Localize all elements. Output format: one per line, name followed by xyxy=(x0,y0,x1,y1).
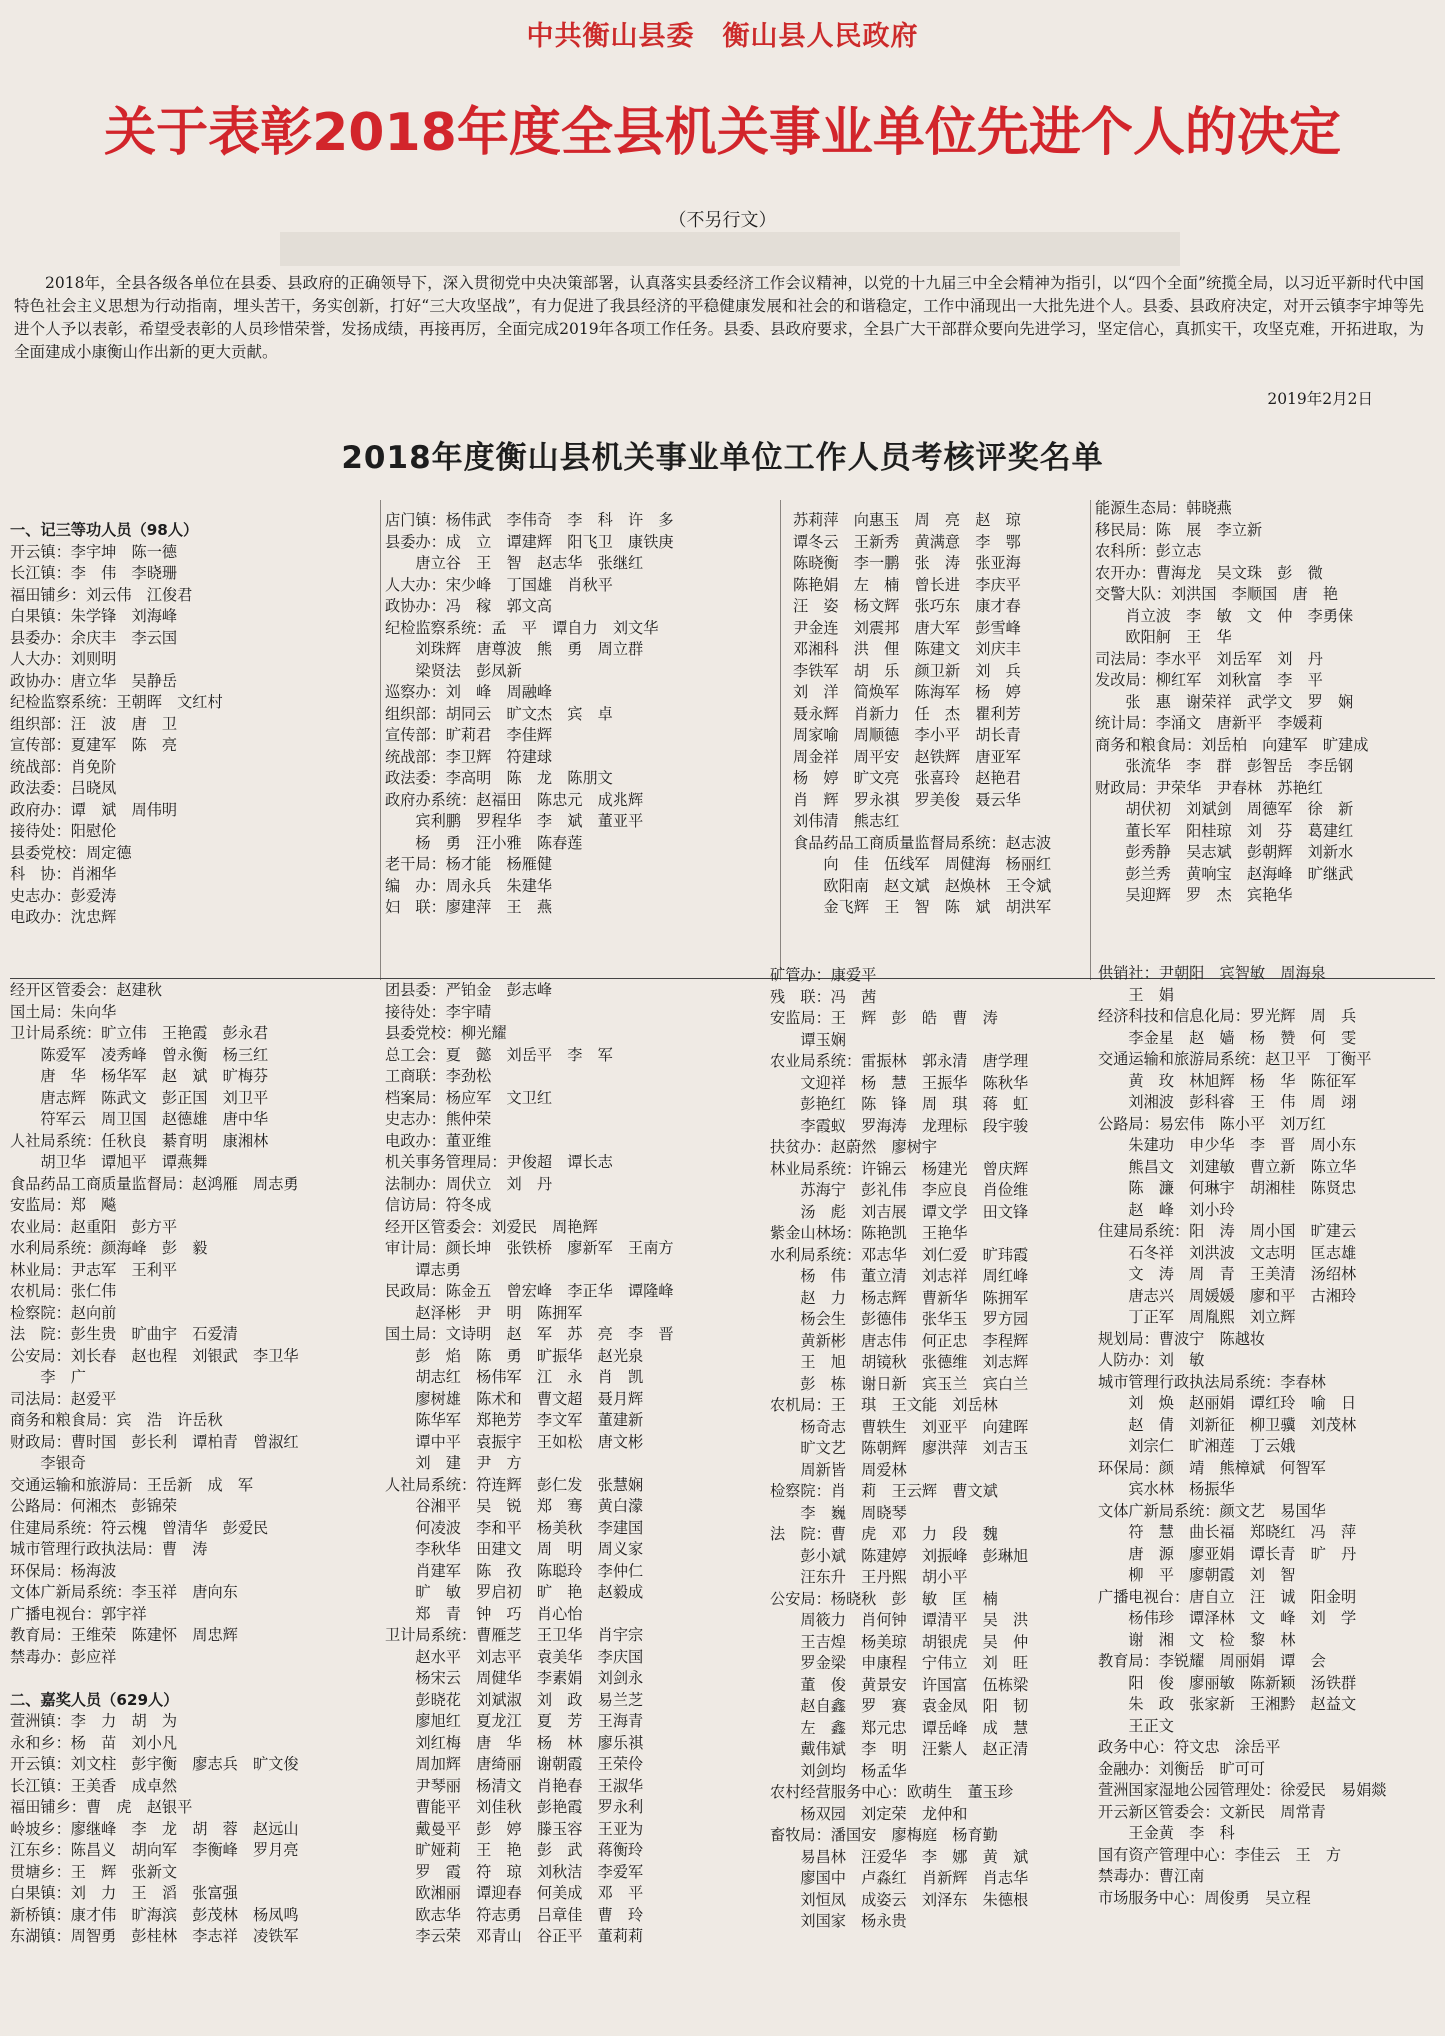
name-list-line: 廖旭红 夏龙江 夏 芳 王海青 xyxy=(385,1712,644,1730)
name-list-line: 欧志华 符志勇 吕章佳 曹 玲 xyxy=(385,1905,644,1924)
issuer-line: 中共衡山县委 衡山县人民政府 xyxy=(526,21,919,52)
name-list-line: 杨奇志 曹轶生 刘亚平 向建晖 xyxy=(770,1417,1029,1436)
name-list-line: 刘国家 杨永贵 xyxy=(770,1912,907,1930)
name-list-line: 张流华 李 群 彭智岳 李岳钢 xyxy=(1095,757,1354,775)
name-list-line: 王 娟 xyxy=(1098,985,1174,1004)
name-list-line: 唐 华 杨华军 赵 斌 旷梅芬 xyxy=(10,1067,269,1085)
name-list-line: 李银奇 xyxy=(10,1454,86,1472)
name-list-line: 黄 玫 林旭辉 杨 华 陈征军 xyxy=(1098,1071,1357,1090)
name-list-line: 组织部：汪 波 唐 卫 xyxy=(10,714,178,733)
name-list-line: 赵泽彬 尹 明 陈拥军 xyxy=(385,1303,583,1322)
name-list-line: 永和乡：杨 苗 刘小凡 xyxy=(10,1733,178,1752)
name-list-line: 朱建功 申少华 李 晋 周小东 xyxy=(1098,1136,1357,1154)
name-list-line: 石冬祥 刘洪波 文志明 匡志雄 xyxy=(1098,1243,1357,1262)
name-list-line: 董长军 阳桂琼 刘 芬 葛建红 xyxy=(1095,821,1354,840)
name-list-line: 政协办：唐立华 吴静岳 xyxy=(10,671,178,690)
name-list-line: 团县委：严铂金 彭志峰 xyxy=(385,981,553,999)
name-list-line: 欧阳舸 王 华 xyxy=(1095,628,1232,646)
name-list-line: 纪检监察系统：王朝晖 文红村 xyxy=(10,693,223,711)
name-list-line: 熊昌文 刘建敏 曹立新 陈立华 xyxy=(1098,1157,1357,1176)
name-list-line: 人社局系统：符连辉 彭仁发 张慧娴 xyxy=(385,1475,644,1494)
name-list-line: 广播电视台：唐自立 汪 诚 阳金明 xyxy=(1098,1587,1357,1606)
name-list-line: 史志办：彭爱涛 xyxy=(10,886,117,905)
name-list-line: 史志办：熊仲荣 xyxy=(385,1110,492,1128)
name-list-line: 环保局：杨海波 xyxy=(10,1561,117,1580)
name-list-line: 旷娅莉 王 艳 彭 武 蒋衡玲 xyxy=(385,1841,644,1859)
name-list-line: 周家喻 周顺德 李小平 胡长青 xyxy=(793,726,1021,744)
name-list-line: 肖立波 李 敏 文 仲 李勇俫 xyxy=(1095,606,1354,625)
name-list-line: 彭小斌 陈建婷 刘振峰 彭琳旭 xyxy=(770,1546,1029,1565)
name-list-line: 周筱力 肖何钟 谭清平 吴 洪 xyxy=(770,1611,1029,1629)
name-list-line: 萱洲镇：李 力 胡 为 xyxy=(10,1712,178,1730)
name-list-line: 汪东升 王丹熙 胡小平 xyxy=(770,1568,968,1586)
name-list-line: 文体广新局系统：颜文艺 易国华 xyxy=(1098,1501,1326,1520)
name-list-line: 柳 平 廖朝霞 刘 智 xyxy=(1098,1566,1296,1584)
name-list-line: 朱 政 张家新 王湘黔 赵益文 xyxy=(1098,1695,1357,1713)
name-list-line: 食品药品工商质量监督局系统：赵志波 xyxy=(793,833,1052,852)
name-list-line: 谷湘平 吴 锐 郑 骞 黄白濛 xyxy=(385,1497,644,1515)
name-list-line: 欧阳南 赵文斌 赵焕林 王令斌 xyxy=(793,876,1052,895)
name-list-line: 彭晓花 刘斌淑 刘 政 易兰芝 xyxy=(385,1690,644,1709)
name-list-line: 杨会生 彭德伟 张华玉 罗方园 xyxy=(770,1310,1029,1328)
name-list-line: 接待处：阳慰伦 xyxy=(10,822,117,840)
name-list-line: 安监局：郑 飚 xyxy=(10,1196,117,1214)
name-list-line: 李霞蚁 罗海涛 龙理标 段宇骏 xyxy=(770,1116,1029,1135)
name-list-line: 政府办：谭 斌 周伟明 xyxy=(10,800,178,819)
name-list-line: 林业局系统：许锦云 杨建光 曾庆辉 xyxy=(770,1159,1029,1178)
section-heading: 一、记三等功人员（98人） xyxy=(10,521,199,539)
name-list-line: 经开区管委会：赵建秋 xyxy=(10,981,162,999)
name-list-line: 市场服务中心：周俊勇 吴立程 xyxy=(1098,1888,1311,1907)
name-list-line: 胡志红 杨伟军 江 永 肖 凯 xyxy=(385,1368,644,1386)
name-list-line: 县委办：成 立 谭建辉 阳飞卫 康铁庚 xyxy=(385,532,674,551)
name-list-line: 戴曼平 彭 婷 滕玉容 王亚为 xyxy=(385,1819,644,1838)
name-list-line: 农机局：王 琪 王文能 刘岳林 xyxy=(770,1396,998,1414)
name-list-line: 统战部：肖免阶 xyxy=(10,757,117,776)
name-list-line: 董 俊 黄景安 许国富 伍栋梁 xyxy=(770,1675,1029,1694)
name-list-line: 符 慧 曲长福 郑晓红 冯 萍 xyxy=(1098,1523,1357,1541)
name-list-line: 政务中心：符文忠 涂岳平 xyxy=(1098,1738,1281,1756)
preamble-paragraph: 2018年，全县各级各单位在县委、县政府的正确领导下，深入贯彻党中央决策部署，认真落实县委经济工作会议精神，以党的十九届三中全会精神为指引，以“四个全面”统揽全局，以习近平新时代中国特色社会主义思想为行动指南，埋头苦干，务实创新，打好“三大攻坚战”，有力促进了我县经济的平稳健康发展和社会的和谐稳定，工作中涌现出一大批先进个人。县委、县政府决定，对开云镇李宇坤等先进个人予以表彰，希望受表彰的人员珍惜荣誉，发扬成绩，再接再厉，全面完成2019年各项工作任务。县委、县政府要求，全县广大干部群众要向先进学习，坚定信心，真抓实干，攻坚克难，开拓进取，为全面建成小康衡山作出新的更大贡献。 xyxy=(14,274,1424,361)
name-list-line: 周加辉 唐绮丽 谢朝霞 王荣伶 xyxy=(385,1755,644,1773)
name-list-line: 政府办系统：赵福田 陈忠元 成兆辉 xyxy=(385,790,644,809)
name-list-line: 苏海宁 彭礼伟 李应良 肖俭维 xyxy=(770,1181,1029,1199)
name-list-line: 教育局：王维荣 陈建怀 周忠辉 xyxy=(10,1626,238,1644)
name-list-line: 曹能平 刘佳秋 彭艳霞 罗永利 xyxy=(385,1798,644,1816)
name-list-line: 谢 湘 文 检 黎 林 xyxy=(1098,1630,1296,1649)
name-list-line: 电政办：董亚维 xyxy=(385,1131,492,1150)
name-list-line: 开云镇：刘文柱 彭宇衡 廖志兵 旷文俊 xyxy=(10,1755,299,1773)
name-list-line: 谭志勇 xyxy=(385,1260,461,1279)
name-list-line: 赵水平 刘志平 袁美华 李庆国 xyxy=(385,1647,644,1666)
name-list-line: 档案局：杨应军 文卫红 xyxy=(385,1088,553,1107)
name-list-line: 唐 源 廖亚娟 谭长青 旷 丹 xyxy=(1098,1544,1357,1563)
name-column xyxy=(770,965,1105,1933)
name-list-line: 尹金连 刘震邦 唐大军 彭雪峰 xyxy=(793,618,1021,637)
name-list-line: 人防办：刘 敏 xyxy=(1098,1351,1205,1369)
name-list-line: 宣传部：夏建军 陈 亮 xyxy=(10,736,178,754)
name-list-line: 统战部：李卫辉 符建球 xyxy=(385,747,553,766)
name-list-line: 旷 敏 罗启初 旷 艳 赵毅成 xyxy=(385,1583,644,1601)
name-list-line: 贯塘乡：王 辉 张新文 xyxy=(10,1862,178,1881)
name-list-line: 扶贫办：赵蔚然 廖树宇 xyxy=(770,1138,938,1156)
name-list-line: 国土局：朱向华 xyxy=(10,1002,117,1021)
name-list-line: 水利局系统：颜海峰 彭 毅 xyxy=(10,1239,208,1257)
name-list-line: 唐志兴 周媛媛 廖和平 古湘玲 xyxy=(1098,1286,1357,1305)
name-list-line xyxy=(10,1668,375,1690)
name-list-line: 赵 力 杨志辉 曹新华 陈拥军 xyxy=(770,1288,1029,1307)
name-list-line: 法 院：彭生贵 旷曲宇 石爱清 xyxy=(10,1325,238,1343)
name-list-line: 福田铺乡：曹 虎 赵银平 xyxy=(10,1798,193,1816)
name-list-line: 黄新彬 唐志伟 何正忠 李程辉 xyxy=(770,1331,1029,1350)
name-list-line: 农开办：曹海龙 吴文珠 彭 微 xyxy=(1095,563,1323,582)
name-list-line: 规划局：曹波宁 陈越妆 xyxy=(1098,1329,1266,1348)
name-list-line: 丁正军 周胤熙 刘立辉 xyxy=(1098,1308,1296,1326)
name-column xyxy=(385,510,775,919)
name-list-line: 残 联：冯 茜 xyxy=(770,987,877,1006)
sign-date: 2019年2月2日 xyxy=(1267,390,1373,408)
name-list-line: 紫金山林场：陈艳凯 王艳华 xyxy=(770,1224,968,1242)
name-column xyxy=(793,510,1088,919)
name-list-line: 人大办：刘则明 xyxy=(10,650,117,668)
name-list-line: 公安局：刘长春 赵也程 刘银武 李卫华 xyxy=(10,1346,299,1365)
name-list-line: 法制办：周伏立 刘 丹 xyxy=(385,1174,553,1193)
name-list-line: 住建局系统：符云槐 曾清华 彭爱民 xyxy=(10,1518,269,1537)
name-list-line: 组织部：胡同云 旷文杰 宾 卓 xyxy=(385,704,613,723)
name-list-line: 农业局：赵重阳 彭方平 xyxy=(10,1217,178,1236)
name-list-line: 经开区管委会：刘爱民 周艳辉 xyxy=(385,1217,598,1236)
name-list-line: 检察院：赵向前 xyxy=(10,1303,117,1322)
name-list-line: 矿管办：康爱平 xyxy=(770,966,877,984)
name-list-line: 交通运输和旅游局系统：赵卫平 丁衡平 xyxy=(1098,1050,1372,1068)
name-list-line: 纪检监察系统：孟 平 谭自力 刘文华 xyxy=(385,618,659,637)
name-list-line: 农业局系统：雷振林 郭永清 唐学理 xyxy=(770,1052,1029,1070)
name-list-line: 司法局：李水平 刘岳军 刘 丹 xyxy=(1095,649,1323,668)
name-list-line: 张 惠 谢荣祥 武学文 罗 娴 xyxy=(1095,692,1354,711)
name-list-line: 移民局：陈 展 李立新 xyxy=(1095,520,1263,539)
name-list-line: 肖建军 陈 孜 陈聪玲 李仲仁 xyxy=(385,1561,644,1580)
name-list-line: 彭兰秀 黄响宝 赵海峰 旷继武 xyxy=(1095,864,1354,883)
name-list-line: 刘红梅 唐 华 杨 林 廖乐祺 xyxy=(385,1733,644,1752)
name-list-line: 谭中平 袁振宇 王如松 唐文彬 xyxy=(385,1432,644,1451)
name-list-line: 李 巍 周晓琴 xyxy=(770,1503,907,1522)
name-list-line: 白果镇：朱学锋 刘海峰 xyxy=(10,607,178,625)
name-list-line: 工商联：李劲松 xyxy=(385,1067,492,1085)
name-list-line: 总工会：夏 懿 刘岳平 李 军 xyxy=(385,1045,613,1064)
name-list-line: 住建局系统：阳 涛 周小国 旷建云 xyxy=(1098,1222,1357,1240)
name-column xyxy=(1098,963,1443,1909)
name-column xyxy=(1095,498,1440,907)
headline: 关于表彰2018年度全县机关事业单位先进个人的决定 xyxy=(104,103,1341,163)
name-list-line: 卫计局系统：旷立伟 王艳霞 彭永君 xyxy=(10,1024,269,1042)
name-list-line: 妇 联：廖建萍 王 燕 xyxy=(385,898,553,916)
name-list-line: 公路局：何湘杰 彭锦荣 xyxy=(10,1497,178,1515)
name-list-line: 左 鑫 郑元忠 谭岳峰 成 慧 xyxy=(770,1718,1029,1737)
name-list-line: 胡卫华 谭旭平 谭燕舞 xyxy=(10,1153,208,1171)
name-list-line: 彭 栋 谢日新 宾玉兰 宾白兰 xyxy=(770,1374,1029,1393)
name-list-line: 交警大队：刘洪国 李顺国 唐 艳 xyxy=(1095,585,1338,603)
name-list-line: 苏莉萍 向惠玉 周 亮 赵 琼 xyxy=(793,511,1021,529)
name-list-line: 刘恒凤 成姿云 刘泽东 朱德根 xyxy=(770,1890,1029,1909)
name-list-line: 开云镇：李宇坤 陈一德 xyxy=(10,542,178,561)
name-list-line: 县委党校：周定德 xyxy=(10,843,132,862)
name-list-line: 信访局：符冬成 xyxy=(385,1196,492,1214)
name-list-line: 食品药品工商质量监督局：赵鸿雁 周志勇 xyxy=(10,1174,299,1193)
name-list-line: 东湖镇：周智勇 彭桂林 李志祥 凌铁军 xyxy=(10,1927,299,1945)
name-list-line: 易昌林 汪爱华 李 娜 黄 斌 xyxy=(770,1847,1029,1866)
name-list-line: 周金祥 周平安 赵铁辉 唐亚军 xyxy=(793,747,1021,766)
bleed-through-band xyxy=(280,232,1180,266)
name-list-line: 符军云 周卫国 赵德雄 唐中华 xyxy=(10,1110,269,1128)
name-list-line: 人社局系统：任秋良 綦育明 康湘林 xyxy=(10,1131,269,1150)
name-column xyxy=(10,520,370,929)
name-list-line: 县委办：余庆丰 李云国 xyxy=(10,628,178,647)
name-list-line: 刘 焕 赵丽娟 谭红玲 喻 日 xyxy=(1098,1394,1357,1412)
name-list-line: 司法局：赵爱平 xyxy=(10,1389,117,1408)
name-list-line: 彭艳红 陈 锋 周 琪 蒋 虹 xyxy=(770,1095,1029,1113)
name-list-line: 阳 俊 廖丽敏 陈新颖 汤铁群 xyxy=(1098,1673,1357,1692)
name-list-line: 城市管理行政执法局：曹 涛 xyxy=(10,1540,208,1558)
name-list-line: 城市管理行政执法局系统：李春林 xyxy=(1098,1372,1326,1391)
name-list-line: 环保局：颜 靖 熊樟斌 何智军 xyxy=(1098,1458,1326,1477)
name-list-line: 郑 青 钟 巧 肖心怡 xyxy=(385,1604,583,1623)
name-list-line: 商务和粮食局：宾 浩 许岳秋 xyxy=(10,1411,223,1429)
name-list-line: 陈 濂 何琳宇 胡湘桂 陈贤忠 xyxy=(1098,1179,1357,1197)
name-list-line: 财政局：尹荣华 尹春林 苏艳红 xyxy=(1095,778,1323,797)
name-list-line: 彭秀静 吴志斌 彭朝辉 刘新水 xyxy=(1095,843,1354,861)
section-heading: 二、嘉奖人员（629人） xyxy=(10,1690,179,1709)
name-list-line: 国有资产管理中心：李佳云 王 方 xyxy=(1098,1845,1341,1864)
name-list-line: 欧湘丽 谭迎春 何美成 邓 平 xyxy=(385,1884,644,1902)
name-list-line: 周新皆 周爱林 xyxy=(770,1460,907,1479)
name-list-line: 长江镇：王美香 成卓然 xyxy=(10,1776,178,1795)
name-list-line: 江东乡：陈昌义 胡向军 李衡峰 罗月亮 xyxy=(10,1841,299,1859)
name-list-line: 旷文艺 陈朝辉 廖洪萍 刘吉玉 xyxy=(770,1439,1029,1457)
name-list-line: 杨宋云 周健华 李素娟 刘剑永 xyxy=(385,1669,644,1687)
name-list-line: 发改局：柳红军 刘秋富 李 平 xyxy=(1095,671,1323,689)
name-list-line: 陈晓衡 李一鹏 张 涛 张亚海 xyxy=(793,554,1021,572)
name-list-line: 店门镇：杨伟武 李伟奇 李 科 许 多 xyxy=(385,511,674,529)
name-list-line: 刘伟清 熊志红 xyxy=(793,812,900,830)
name-list-line: 戴伟斌 李 明 汪紫人 赵正清 xyxy=(770,1740,1029,1758)
name-list-line: 农科所：彭立志 xyxy=(1095,542,1202,560)
name-list-line: 何凌波 李和平 杨美秋 李建国 xyxy=(385,1518,644,1537)
name-list-line: 王吉煌 杨美琼 胡银虎 吴 仲 xyxy=(770,1632,1029,1651)
name-list-line: 岭坡乡：廖继峰 李 龙 胡 蓉 赵远山 xyxy=(10,1819,299,1838)
name-list-line: 广播电视台：郭宇祥 xyxy=(10,1604,147,1623)
name-list-line: 彭 焰 陈 勇 旷振华 赵光泉 xyxy=(385,1346,644,1365)
name-list-line: 杨 勇 汪小雅 陈春莲 xyxy=(385,833,583,852)
name-list-line: 刘珠辉 唐尊波 熊 勇 周立群 xyxy=(385,640,644,658)
name-list-line: 汤 彪 刘吉展 谭文学 田文锋 xyxy=(770,1202,1029,1221)
name-list-line: 李 广 xyxy=(10,1368,86,1386)
name-list-line: 刘剑均 杨孟华 xyxy=(770,1761,907,1780)
name-list-line: 刘 建 尹 方 xyxy=(385,1454,522,1472)
name-list-line: 科 协：肖湘华 xyxy=(10,865,117,883)
name-list-line: 接待处：李宇晴 xyxy=(385,1002,492,1021)
name-list-line: 县委党校：柳光耀 xyxy=(385,1024,507,1042)
name-list-line: 汪 姿 杨文辉 张巧东 康才春 xyxy=(793,597,1021,615)
name-list-line: 人大办：宋少峰 丁国雄 肖秋平 xyxy=(385,575,613,594)
list-title: 2018年度衡山县机关事业单位工作人员考核评奖名单 xyxy=(341,440,1104,476)
name-list-line: 农村经营服务中心：欧萌生 董玉珍 xyxy=(770,1783,1013,1801)
name-list-line: 谭冬云 王新秀 黄满意 李 鄂 xyxy=(793,532,1021,551)
name-list-line: 林业局：尹志军 王利平 xyxy=(10,1260,178,1279)
name-list-line: 开云新区管委会：文新民 周常青 xyxy=(1098,1802,1326,1821)
name-list-line: 陈华军 郑艳芳 李文军 董建新 xyxy=(385,1411,644,1429)
name-list-line: 萱洲国家湿地公园管理处：徐爱民 易娟燚 xyxy=(1098,1781,1387,1799)
name-list-line: 福田铺乡：刘云伟 江俊君 xyxy=(10,585,193,604)
name-list-line: 教育局：李锐耀 周丽娟 谭 会 xyxy=(1098,1652,1326,1670)
name-list-line: 王 旭 胡镜秋 张德维 刘志辉 xyxy=(770,1353,1029,1371)
name-list-line: 文迎祥 杨 慧 王振华 陈秋华 xyxy=(770,1073,1029,1092)
name-list-line: 长江镇：李 伟 李晓珊 xyxy=(10,564,178,582)
name-column xyxy=(10,980,375,1948)
name-list-line: 罗 霞 符 琼 刘秋洁 李爱军 xyxy=(385,1862,644,1881)
name-list-line: 交通运输和旅游局：王岳新 成 军 xyxy=(10,1475,253,1494)
name-list-line: 王正文 xyxy=(1098,1716,1174,1735)
name-list-line: 梁贤法 彭凤新 xyxy=(385,661,522,680)
name-list-line: 政协办：冯 稼 郭文高 xyxy=(385,597,553,615)
name-list-line: 巡察办：刘 峰 周融峰 xyxy=(385,683,553,701)
name-list-line: 赵 倩 刘新征 柳卫骥 刘茂林 xyxy=(1098,1415,1357,1434)
name-list-line: 老干局：杨才能 杨雁健 xyxy=(385,855,553,873)
name-list-line: 杨伟珍 谭泽林 文 峰 刘 学 xyxy=(1098,1609,1357,1627)
name-list-line: 陈艳娟 左 楠 曾长进 李庆平 xyxy=(793,575,1021,594)
note-line: （不另行文） xyxy=(668,210,777,231)
name-list-line: 李秋华 田建文 周 明 周义家 xyxy=(385,1540,644,1558)
name-list-line: 政法委：李高明 陈 龙 陈朋文 xyxy=(385,769,613,787)
name-list-line: 赵自鑫 罗 赛 袁金凤 阳 韧 xyxy=(770,1697,1029,1715)
column-divider xyxy=(380,500,381,980)
name-list-line: 统计局：李涌文 唐新平 李媛莉 xyxy=(1095,714,1323,732)
name-list-line: 公路局：易宏伟 陈小平 刘万红 xyxy=(1098,1114,1326,1133)
name-list-line: 文体广新局系统：李玉祥 唐向东 xyxy=(10,1583,238,1601)
name-list-line: 检察院：肖 莉 王云辉 曹文斌 xyxy=(770,1482,998,1500)
name-list-line: 罗金梁 申康程 宁伟立 刘 旺 xyxy=(770,1654,1029,1672)
name-list-line: 国土局：文诗明 赵 军 苏 亮 李 晋 xyxy=(385,1325,674,1343)
name-list-line: 财政局：曹时国 彭长利 谭柏青 曾淑红 xyxy=(10,1432,299,1451)
name-list-line: 法 院：曹 虎 邓 力 段 魏 xyxy=(770,1525,998,1543)
name-list-line: 尹琴丽 杨清文 肖艳春 王淑华 xyxy=(385,1776,644,1795)
name-list-line: 农机局：张仁伟 xyxy=(10,1282,117,1300)
name-list-line: 陈爱军 凌秀峰 曾永衡 杨三红 xyxy=(10,1045,269,1064)
name-list-line: 商务和粮食局：刘岳柏 向建军 旷建成 xyxy=(1095,735,1369,754)
column-divider xyxy=(780,500,781,980)
name-list-line: 公安局：杨晓秋 彭 敏 匡 楠 xyxy=(770,1589,998,1608)
name-list-line: 刘湘波 彭科睿 王 伟 周 翊 xyxy=(1098,1093,1357,1111)
name-list-line: 宾水林 杨振华 xyxy=(1098,1480,1235,1498)
name-list-line: 刘 洋 简焕军 陈海军 杨 婷 xyxy=(793,683,1021,701)
name-list-line: 畜牧局：潘国安 廖梅庭 杨育勤 xyxy=(770,1826,998,1844)
name-list-line: 肖 辉 罗永祺 罗美俊 聂云华 xyxy=(793,790,1021,809)
name-list-line: 供销社：尹朝阳 宾智敏 周海泉 xyxy=(1098,964,1326,982)
name-list-line: 刘宗仁 旷湘莲 丁云娥 xyxy=(1098,1437,1296,1455)
name-list-line: 唐志辉 陈武文 彭正国 刘卫平 xyxy=(10,1088,269,1107)
name-list-line: 聂永辉 肖新力 任 杰 瞿利芳 xyxy=(793,704,1021,723)
name-list-line: 吴迎辉 罗 杰 宾艳华 xyxy=(1095,886,1293,904)
name-list-line: 政法委：吕晓凤 xyxy=(10,779,117,797)
name-list-line: 谭玉娴 xyxy=(770,1030,846,1049)
name-list-line: 能源生态局：韩晓燕 xyxy=(1095,499,1232,517)
column-divider xyxy=(1090,500,1091,980)
name-list-line: 水利局系统：邓志华 刘仁爱 旷玮霞 xyxy=(770,1245,1029,1264)
name-list-line: 杨双园 刘定荣 龙仲和 xyxy=(770,1804,968,1823)
name-list-line: 经济科技和信息化局：罗光辉 周 兵 xyxy=(1098,1007,1357,1025)
name-list-line: 白果镇：刘 力 王 滔 张富强 xyxy=(10,1884,238,1902)
name-list-line: 新桥镇：康才伟 旷海滨 彭茂林 杨凤鸣 xyxy=(10,1905,299,1924)
name-list-line: 文 涛 周 青 王美清 汤绍林 xyxy=(1098,1265,1357,1283)
name-list-line: 唐立谷 王 智 赵志华 张继红 xyxy=(385,554,644,572)
name-list-line: 电政办：沈忠辉 xyxy=(10,908,117,926)
name-list-line: 卫计局系统：曹雁芝 王卫华 肖宇宗 xyxy=(385,1626,644,1644)
name-list-line: 廖树雄 陈术和 曹文超 聂月辉 xyxy=(385,1389,644,1408)
name-list-line: 民政局：陈金五 曾宏峰 李正华 谭隆峰 xyxy=(385,1282,674,1300)
name-list-line: 杨 婷 旷文亮 张喜玲 赵艳君 xyxy=(793,769,1021,787)
name-list-line: 杨 伟 董立清 刘志祥 周红峰 xyxy=(770,1267,1029,1285)
name-column xyxy=(385,980,780,1948)
name-list-line: 向 佳 伍线军 周健海 杨丽红 xyxy=(793,855,1052,873)
name-list-line: 王金黄 李 科 xyxy=(1098,1824,1235,1842)
name-list-line: 李云荣 邓青山 谷正平 董莉莉 xyxy=(385,1927,644,1945)
name-list-line: 赵 峰 刘小玲 xyxy=(1098,1200,1235,1219)
name-list-line: 邓湘科 洪 俚 陈建文 刘庆丰 xyxy=(793,640,1021,658)
name-list-line: 金融办：刘衡岳 旷可可 xyxy=(1098,1759,1266,1778)
name-list-line: 安监局：王 辉 彭 皓 曹 涛 xyxy=(770,1009,998,1027)
name-list-line: 胡伏初 刘斌剑 周德军 徐 新 xyxy=(1095,800,1354,818)
name-list-line: 机关事务管理局：尹俊超 谭长志 xyxy=(385,1153,613,1171)
name-list-line: 禁毒办：曹江南 xyxy=(1098,1867,1205,1885)
name-list-line: 禁毒办：彭应祥 xyxy=(10,1647,117,1666)
name-list-line: 廖国中 卢淼红 肖新辉 肖志华 xyxy=(770,1869,1029,1887)
name-list-line: 宣传部：旷莉君 李佳辉 xyxy=(385,726,553,744)
name-list-line: 李铁军 胡 乐 颜卫新 刘 兵 xyxy=(793,661,1021,680)
name-list-line: 李金星 赵 嫱 杨 赞 何 雯 xyxy=(1098,1028,1357,1047)
name-list-line: 金飞辉 王 智 陈 斌 胡洪军 xyxy=(793,898,1052,916)
name-list-line: 宾利鹏 罗程华 李 斌 董亚平 xyxy=(385,812,644,830)
name-list-line: 编 办：周永兵 朱建华 xyxy=(385,876,553,895)
name-list-line: 审计局：颜长坤 张铁桥 廖新军 王南方 xyxy=(385,1239,674,1257)
